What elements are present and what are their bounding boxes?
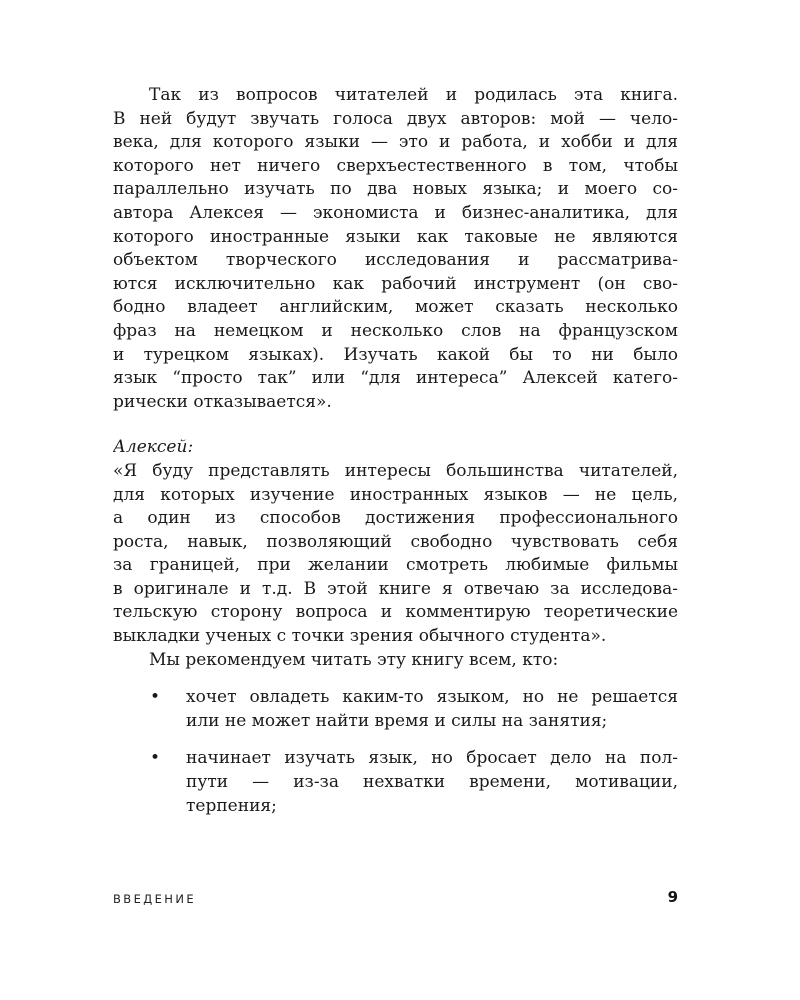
text-line: бодно владеет английским, может сказать несколько [113,297,678,318]
text-line: которого иностранные языки как таковые не являются [113,226,678,247]
text-line: начинает изучать язык, но бросает дело на пол- [186,748,678,769]
page-body [113,84,678,818]
text-line: или не может найти время и силы на занятия; [186,710,608,731]
text-line: в оригинале и т.д. В этой книге я отвечаю за исследова- [113,578,678,599]
list-item [113,686,678,733]
text-line: автора Алексея — экономиста и бизнес-аналитика, для [113,202,678,223]
speaker-label: Алексей: [113,437,194,458]
list-gap [113,733,678,747]
text-line: фраз на немецком и несколько слов на французском [113,320,678,341]
bullet-icon: • [150,748,161,769]
text-line: язык “просто так” или “для интереса” Алексей катего- [113,368,678,389]
bullet-icon: • [150,687,161,708]
recommend-line: Мы рекомендуем читать эту книгу всем, кто: [149,649,559,670]
text-line: объектом творческого исследования и рассматрива- [113,250,678,271]
page-footer [113,888,678,912]
text-line: и турецком языках). Изучать какой бы то ни было [113,344,678,365]
text-line: века, для которого языки — это и работа, и хобби и для [113,132,678,153]
text-line: параллельно изучать по два новых языка; и моего со- [113,179,678,200]
text-line: Так из вопросов читателей и родилась эта книга. [149,85,678,105]
text-line: которого нет ничего сверхъестественного в том, чтобы [113,155,678,176]
text-line: за границей, при желании смотреть любимые фильмы [113,555,678,576]
text-line: пути — из-за нехватки времени, мотивации, [186,772,678,793]
list-gap [113,672,678,686]
text-line: роста, навык, позволяющий свободно чувствовать себя [113,531,678,552]
page-number: 9 [667,888,678,906]
text-line: рически отказывается». [113,391,332,412]
text-line: тельскую сторону вопроса и комментирую теоретические [113,602,678,623]
quote-paragraph [113,460,678,649]
running-head: ВВЕДЕНИЕ [113,892,197,906]
text-line: «Я буду представлять интересы большинства читателей, [113,460,678,481]
text-line: ются исключительно как рабочий инструмент (он сво- [113,273,678,294]
paragraph-intro [113,84,678,414]
paragraph-gap [113,414,678,436]
text-line: а один из способов достижения профессионального [113,508,678,529]
text-line: хочет овладеть каким-то языком, но не решается [186,687,678,708]
text-line: выкладки ученых с точки зрения обычного студента». [113,626,607,647]
text-line: терпения; [186,795,277,816]
text-line: для которых изучение иностранных языков — не цель, [113,484,678,505]
list-item [113,747,678,818]
text-line: В ней будут звучать голоса двух авторов: мой — чело- [113,108,678,129]
